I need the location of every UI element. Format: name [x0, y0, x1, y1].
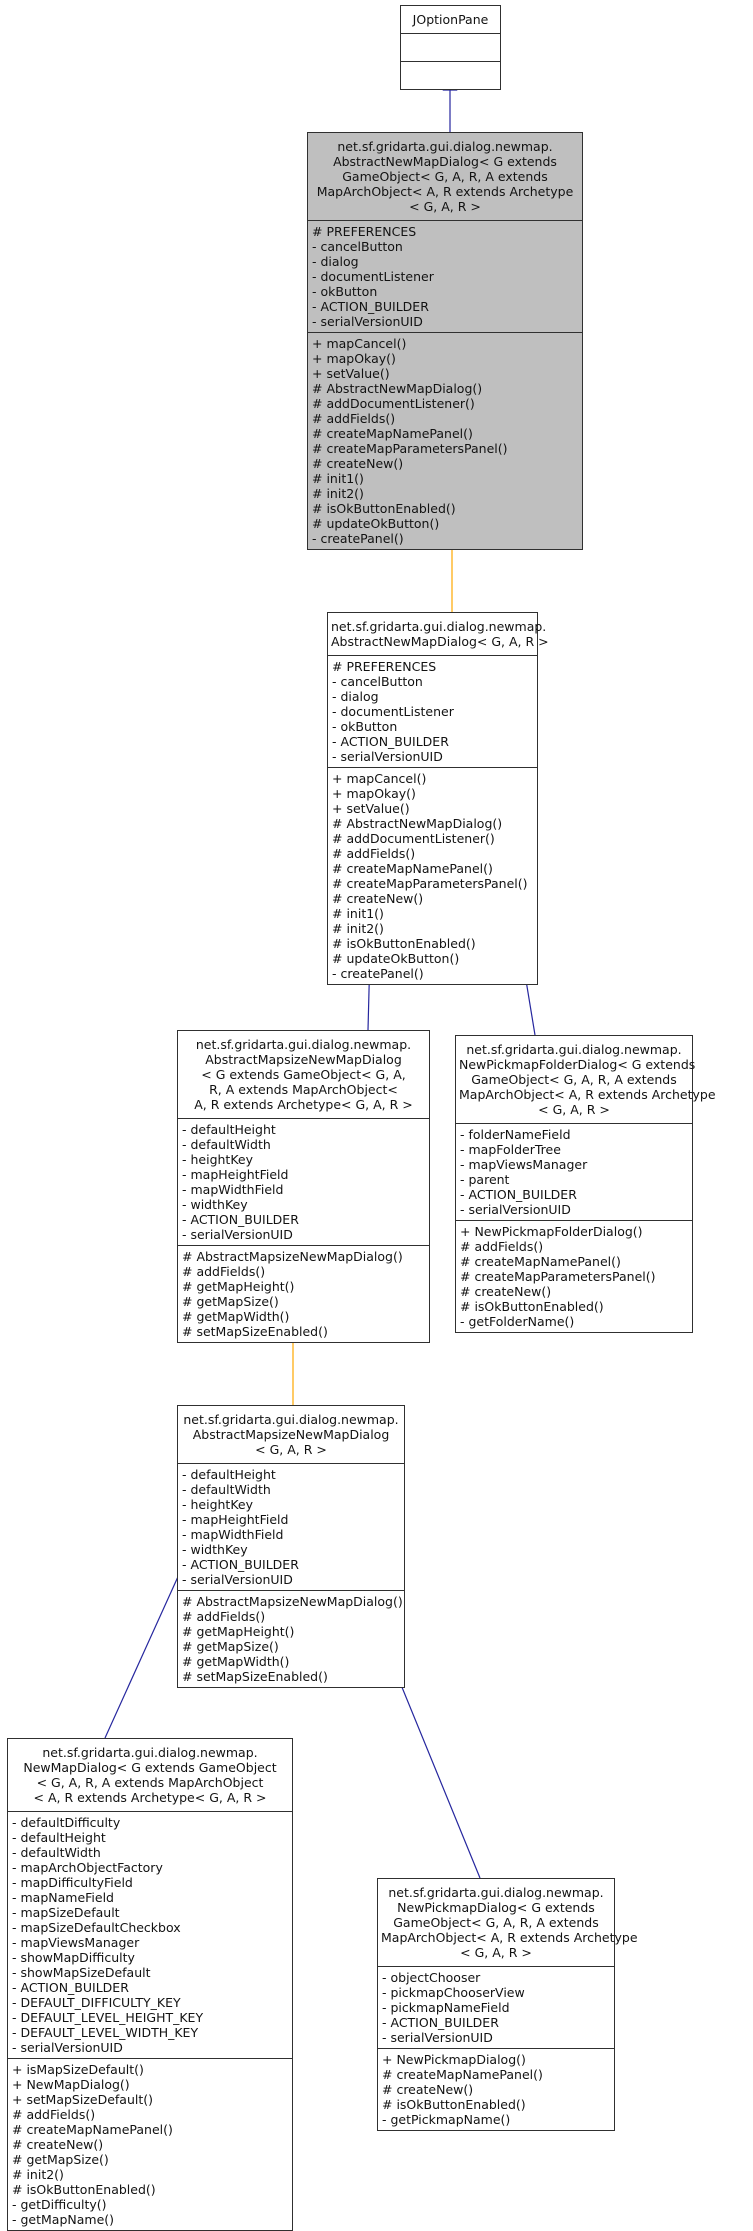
- class-methods-row: # addDocumentListener(): [312, 396, 475, 411]
- class-methods-row: # init2(): [12, 2167, 64, 2182]
- class-methods-row: # isOkButtonEnabled(): [332, 936, 476, 951]
- class-fields-row: - okButton: [312, 284, 378, 299]
- class-fields-row: - heightKey: [182, 1497, 253, 1512]
- class-fields-row: - defaultHeight: [182, 1122, 276, 1137]
- class-title: [308, 133, 582, 220]
- class-fields-row: - showMapSizeDefault: [12, 1965, 151, 1980]
- class-fields-row: - documentListener: [332, 704, 454, 719]
- class-fields-row: - mapViewsManager: [12, 1935, 140, 1950]
- class-methods-row: # isOkButtonEnabled(): [312, 501, 456, 516]
- class-methods: [178, 1590, 404, 1687]
- class-title-line: < G, A, R >: [538, 1102, 610, 1117]
- class-methods-row: - getFolderName(): [460, 1314, 575, 1329]
- class-methods-row: # addFields(): [332, 846, 416, 861]
- class-fields-row: - mapHeightField: [182, 1512, 289, 1527]
- class-title-line: GameObject< G, A, R, A extends: [471, 1072, 677, 1087]
- class-fields-row: - ACTION_BUILDER: [12, 1980, 129, 1995]
- class-fields-row: - serialVersionUID: [460, 1202, 571, 1217]
- class-fields-row: - DEFAULT_DIFFICULTY_KEY: [12, 1995, 181, 2010]
- class-title-line: AbstractNewMapDialog< G extends: [333, 154, 557, 169]
- class-fields-row: - defaultWidth: [182, 1482, 271, 1497]
- class-fields-row: - ACTION_BUILDER: [332, 734, 449, 749]
- class-title: [178, 1406, 404, 1463]
- class-methods-row: # getMapHeight(): [182, 1624, 295, 1639]
- class-box-new-pickmap-dialog[interactable]: [377, 1878, 638, 2131]
- class-title-line: AbstractNewMapDialog< G, A, R >: [331, 634, 549, 649]
- class-box-abstract-new-map-dialog-generic[interactable]: [307, 132, 583, 550]
- class-title-line: < G, A, R, A extends MapArchObject: [36, 1775, 264, 1790]
- class-title-line: net.sf.gridarta.gui.dialog.newmap.: [466, 1042, 682, 1057]
- class-methods: [8, 2058, 292, 2230]
- class-title-line: MapArchObject< A, R extends Archetype: [316, 184, 574, 199]
- class-fields: [456, 1123, 692, 1220]
- class-title: [378, 1879, 638, 1966]
- class-fields-row: # PREFERENCES: [312, 224, 417, 239]
- class-title-line: net.sf.gridarta.gui.dialog.newmap.: [42, 1745, 258, 1760]
- class-methods-row: # createNew(): [382, 2082, 474, 2097]
- class-fields-row: - ACTION_BUILDER: [182, 1212, 299, 1227]
- class-fields-row: - dialog: [312, 254, 359, 269]
- class-box-abstract-new-map-dialog[interactable]: [327, 612, 549, 985]
- class-title: [328, 613, 549, 655]
- class-methods-row: # setMapSizeEnabled(): [182, 1324, 328, 1339]
- class-methods-row: - createPanel(): [332, 966, 424, 981]
- class-methods-row: # AbstractNewMapDialog(): [332, 816, 503, 831]
- class-title-line: < G, A, R >: [409, 199, 481, 214]
- class-title-line: AbstractMapsizeNewMapDialog: [205, 1052, 402, 1067]
- class-title-line: JOptionPane: [412, 12, 489, 27]
- class-methods-row: + mapCancel(): [332, 771, 427, 786]
- class-methods: [308, 332, 582, 549]
- class-title-line: net.sf.gridarta.gui.dialog.newmap.: [337, 139, 553, 154]
- class-fields-row: - showMapDifficulty: [12, 1950, 135, 1965]
- class-fields-row: - defaultWidth: [12, 1845, 101, 1860]
- class-methods-row: # init2(): [332, 921, 384, 936]
- class-methods-row: # AbstractMapsizeNewMapDialog(): [182, 1249, 403, 1264]
- class-fields-row: - serialVersionUID: [182, 1572, 293, 1587]
- class-title-line: net.sf.gridarta.gui.dialog.newmap.: [388, 1885, 604, 1900]
- class-methods: [178, 1245, 429, 1342]
- class-fields-row: - mapArchObjectFactory: [12, 1860, 163, 1875]
- class-methods-row: # getMapWidth(): [182, 1309, 290, 1324]
- class-box-abstract-mapsize-new-map-dialog[interactable]: [177, 1405, 405, 1688]
- class-methods-row: # addFields(): [312, 411, 396, 426]
- class-methods-row: # addFields(): [182, 1609, 266, 1624]
- class-box-new-pickmap-folder-dialog[interactable]: [455, 1035, 716, 1333]
- class-fields-row: - ACTION_BUILDER: [312, 299, 429, 314]
- class-fields-row: - parent: [460, 1172, 510, 1187]
- class-methods-row: # AbstractNewMapDialog(): [312, 381, 483, 396]
- class-fields-row: - DEFAULT_LEVEL_HEIGHT_KEY: [12, 2010, 204, 2025]
- class-methods-row: # createMapNamePanel(): [12, 2122, 173, 2137]
- class-title: [8, 1739, 292, 1811]
- class-methods-row: # updateOkButton(): [312, 516, 440, 531]
- class-fields-row: - pickmapNameField: [382, 2000, 510, 2015]
- class-title-line: net.sf.gridarta.gui.dialog.newmap.: [195, 1037, 412, 1052]
- class-title: [456, 1036, 716, 1123]
- class-methods-row: # createMapParametersPanel(): [312, 441, 508, 456]
- class-fields-row: - serialVersionUID: [382, 2030, 493, 2045]
- class-methods-row: # addDocumentListener(): [332, 831, 495, 846]
- class-methods-row: + NewPickmapDialog(): [382, 2052, 526, 2067]
- class-fields-row: - ACTION_BUILDER: [460, 1187, 577, 1202]
- class-title-line: GameObject< G, A, R, A extends: [342, 169, 548, 184]
- class-methods-row: + setValue(): [312, 366, 390, 381]
- class-fields-row: - widthKey: [182, 1542, 248, 1557]
- class-fields-row: - ACTION_BUILDER: [182, 1557, 299, 1572]
- class-methods-row: - createPanel(): [312, 531, 404, 546]
- class-fields-row: - heightKey: [182, 1152, 253, 1167]
- class-methods-row: # createNew(): [460, 1284, 552, 1299]
- class-fields: [378, 1966, 614, 2048]
- class-title-line: MapArchObject< A, R extends Archetype: [381, 1930, 638, 1945]
- class-fields: [8, 1811, 292, 2058]
- class-fields-row: - defaultHeight: [182, 1467, 276, 1482]
- class-methods: [328, 767, 537, 984]
- class-methods-row: # isOkButtonEnabled(): [460, 1299, 604, 1314]
- class-box-joptionpane[interactable]: [400, 5, 501, 90]
- class-methods-row: # createMapParametersPanel(): [460, 1269, 656, 1284]
- class-fields-row: - mapWidthField: [182, 1182, 284, 1197]
- class-methods-row: # AbstractMapsizeNewMapDialog(): [182, 1594, 403, 1609]
- class-title: [178, 1031, 429, 1118]
- class-fields-row: - mapFolderTree: [460, 1142, 561, 1157]
- class-fields-row: - mapViewsManager: [460, 1157, 588, 1172]
- class-title-line: < G extends GameObject< G, A,: [201, 1067, 406, 1082]
- class-box-abstract-mapsize-new-map-dialog-generic[interactable]: [177, 1030, 430, 1343]
- class-methods-row: # createMapParametersPanel(): [332, 876, 528, 891]
- class-methods-row: - getMapName(): [12, 2212, 115, 2227]
- class-empty-compartment: [401, 61, 500, 89]
- class-fields: [328, 655, 537, 767]
- class-fields: [308, 220, 582, 332]
- class-fields-row: - mapSizeDefault: [12, 1905, 120, 1920]
- class-methods-row: # getMapSize(): [182, 1294, 279, 1309]
- class-fields-row: - serialVersionUID: [12, 2040, 123, 2055]
- class-fields-row: - serialVersionUID: [312, 314, 423, 329]
- class-methods-row: # init1(): [312, 471, 364, 486]
- class-fields-row: - folderNameField: [460, 1127, 571, 1142]
- class-methods-row: + mapOkay(): [312, 351, 396, 366]
- class-fields-row: - cancelButton: [312, 239, 403, 254]
- class-fields-row: - defaultWidth: [182, 1137, 271, 1152]
- class-fields-row: - mapSizeDefaultCheckbox: [12, 1920, 181, 1935]
- class-methods-row: # init2(): [312, 486, 364, 501]
- class-methods-row: # getMapSize(): [12, 2152, 109, 2167]
- class-fields-row: # PREFERENCES: [332, 659, 437, 674]
- class-methods-row: # isOkButtonEnabled(): [382, 2097, 526, 2112]
- class-title: [401, 6, 500, 33]
- class-methods-row: + isMapSizeDefault(): [12, 2062, 144, 2077]
- class-title-line: < G, A, R >: [255, 1442, 327, 1457]
- class-methods-row: # createMapNamePanel(): [460, 1254, 621, 1269]
- class-title-line: MapArchObject< A, R extends Archetype: [459, 1087, 716, 1102]
- class-methods-row: # createMapNamePanel(): [382, 2067, 543, 2082]
- class-fields-row: - documentListener: [312, 269, 434, 284]
- class-methods-row: + NewPickmapFolderDialog(): [460, 1224, 643, 1239]
- class-title-line: NewMapDialog< G extends GameObject: [23, 1760, 277, 1775]
- class-methods: [378, 2048, 614, 2130]
- class-title-line: net.sf.gridarta.gui.dialog.newmap.: [183, 1412, 399, 1427]
- class-title-line: NewPickmapDialog< G extends: [397, 1900, 595, 1915]
- class-methods-row: + NewMapDialog(): [12, 2077, 130, 2092]
- class-title-line: A, R extends Archetype< G, A, R >: [194, 1097, 413, 1112]
- class-fields: [178, 1463, 404, 1590]
- class-title-line: < A, R extends Archetype< G, A, R >: [33, 1790, 267, 1805]
- class-fields-row: - cancelButton: [332, 674, 423, 689]
- class-methods-row: # addFields(): [182, 1264, 266, 1279]
- class-methods-row: - getPickmapName(): [382, 2112, 511, 2127]
- class-methods: [456, 1220, 692, 1332]
- class-methods-row: # addFields(): [12, 2107, 96, 2122]
- class-empty-compartment: [401, 33, 500, 61]
- class-methods-row: # updateOkButton(): [332, 951, 460, 966]
- class-title-line: R, A extends MapArchObject<: [209, 1082, 398, 1097]
- class-methods-row: + setMapSizeDefault(): [12, 2092, 154, 2107]
- class-fields-row: - mapNameField: [12, 1890, 114, 1905]
- class-methods-row: # setMapSizeEnabled(): [182, 1669, 328, 1684]
- class-title-line: NewPickmapFolderDialog< G extends: [459, 1057, 696, 1072]
- class-methods-row: - getDifficulty(): [12, 2197, 107, 2212]
- class-methods-row: # isOkButtonEnabled(): [12, 2182, 156, 2197]
- class-methods-row: # getMapSize(): [182, 1639, 279, 1654]
- class-fields-row: - serialVersionUID: [332, 749, 443, 764]
- class-fields-row: - mapDifficultyField: [12, 1875, 133, 1890]
- class-fields-row: - ACTION_BUILDER: [382, 2015, 499, 2030]
- class-title-line: GameObject< G, A, R, A extends: [393, 1915, 599, 1930]
- class-methods-row: # createMapNamePanel(): [332, 861, 493, 876]
- class-fields-row: - dialog: [332, 689, 379, 704]
- class-title-line: < G, A, R >: [460, 1945, 532, 1960]
- class-methods-row: # createNew(): [332, 891, 424, 906]
- class-methods-row: # getMapWidth(): [182, 1654, 290, 1669]
- class-fields-row: - DEFAULT_LEVEL_WIDTH_KEY: [12, 2025, 199, 2040]
- class-fields-row: - defaultDifficulty: [12, 1815, 121, 1830]
- class-fields-row: - okButton: [332, 719, 398, 734]
- class-title-line: net.sf.gridarta.gui.dialog.newmap.: [331, 619, 547, 634]
- class-methods-row: # addFields(): [460, 1239, 544, 1254]
- class-fields-row: - mapHeightField: [182, 1167, 289, 1182]
- class-fields: [178, 1118, 429, 1245]
- class-methods-row: + mapCancel(): [312, 336, 407, 351]
- class-fields-row: - objectChooser: [382, 1970, 481, 1985]
- class-fields-row: - defaultHeight: [12, 1830, 106, 1845]
- class-methods-row: # createNew(): [12, 2137, 104, 2152]
- class-methods-row: + mapOkay(): [332, 786, 416, 801]
- class-methods-row: # init1(): [332, 906, 384, 921]
- class-fields-row: - widthKey: [182, 1197, 248, 1212]
- class-title-line: AbstractMapsizeNewMapDialog: [192, 1427, 390, 1442]
- class-methods-row: # createNew(): [312, 456, 404, 471]
- class-fields-row: - mapWidthField: [182, 1527, 284, 1542]
- class-methods-row: + setValue(): [332, 801, 410, 816]
- class-fields-row: - serialVersionUID: [182, 1227, 293, 1242]
- class-methods-row: # getMapHeight(): [182, 1279, 295, 1294]
- class-fields-row: - pickmapChooserView: [382, 1985, 525, 2000]
- class-box-new-map-dialog[interactable]: [7, 1738, 293, 2231]
- class-methods-row: # createMapNamePanel(): [312, 426, 473, 441]
